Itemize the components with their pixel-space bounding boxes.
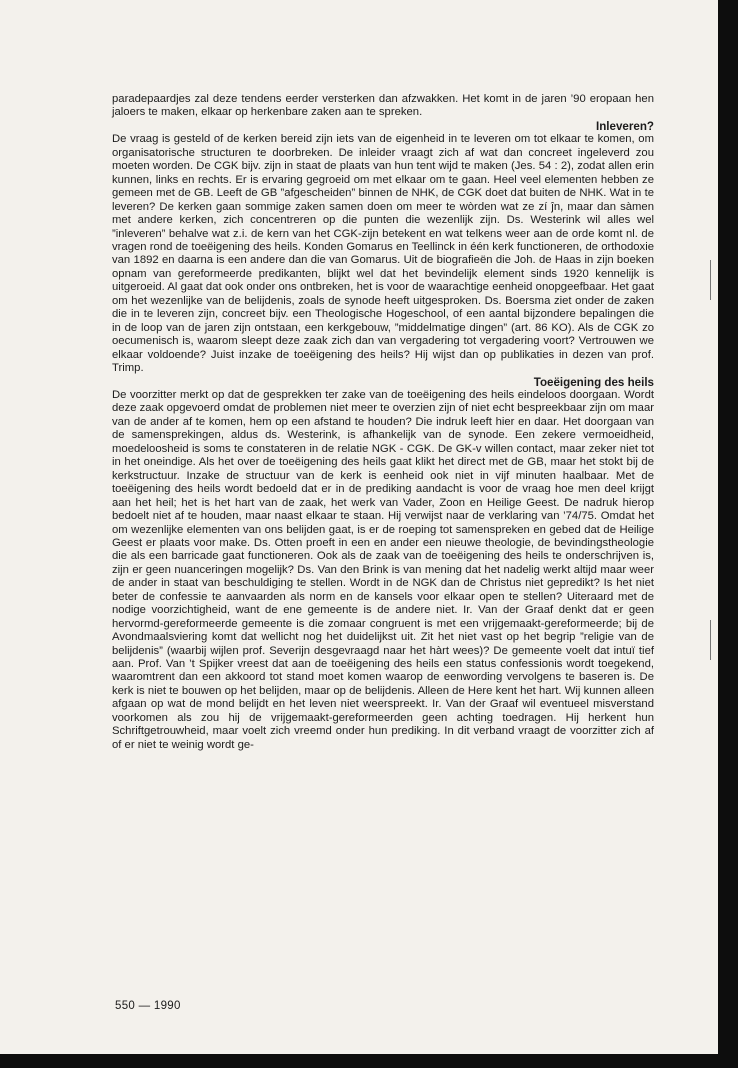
text-column — [112, 93, 654, 752]
section-heading-inleveren: Inleveren? — [596, 119, 654, 133]
margin-mark — [710, 260, 711, 300]
section-body-toeeigening: De voorzitter merkt op dat de gesprekken ter zake van de toeëigening des heils eindeloos doorgaan. Wordt deze zaak opgevoerd omdat de problemen niet meer te overzien zijn of niet echt bespreekbaar zijn om maar van de ander af te komen, hem op een afstand te houden? Die indruk leeft hier en daar. Het doorgaan van de samensprekingen, aldus ds. Westerink, is afhankelijk van de synode. Een zekere vermoeidheid, moedeloosheid is soms te constateren in de relatie NGK - CGK. De GK-v willen contact, maar zeker niet tot in het oneindige. Als het over de toeëigening des heils gaat klikt het direct met de GB, maar het stokt bij de kerkstructuur. Inzake de structuur van de kerk is eenheid ook niet in vijf minuten haalbaar. Met de toeëigening des heils wordt bedoeld dat er in de prediking aandacht is voor de vraag hoe men deel krijgt aan het heil; het is het hart van de zaak, het werk van Vader, Zoon en Heilige Geest. De nadruk hierop bedoelt niet af te houden, maar naast elkaar te staan. Hij verwijst naar de verklaring van ’74/75. Omdat het om wezenlijke elementen van ons belijden gaat, is er de roeping tot samenspreken en gebed dat de Heilige Geest er plaats voor make. Ds. Otten proeft in een en ander een nieuwe theologie, de bevindingstheologie die als een barricade gaat functioneren. Ook als de zaak van de toeëigening des heils te onderschrijven is, zijn er geen nuanceringen mogelijk? Ds. Van den Brink is van mening dat het nadelig werkt altijd maar weer de ander in staat van beschuldiging te stellen. Wordt in de NGK dan de Christus niet gepredikt? Is het niet beter de confessie te aanvaarden als norm en de kansels voor elkaar open te stellen? Uiteraard met de nodige voorzichtigheid, want de ene gemeente is de andere niet. Ir. Van der Graaf denkt dat er geen hervormd-gereformeerde gemeente is die zomaar congruent is met een vrijgemaakt-gereformeerde; bij de Avondmaalsviering komt dat wellicht nog het duidelijkst uit. Zit het niet vast op het begrip ”religie van de belijdenis” (waarbij wijlen prof. Severijn desgevraagd naar het hàrt wees)? De gemeente voelt dat intuï tief aan. Prof. Van ’t Spijker vreest dat aan de toeëigening des heils een status confessionis wordt toegekend, waaromtrent dan een akkoord tot stand moet komen waarop de eenwording vervolgens te baseren is. De kerk is niet te bouwen op het belijden, maar op de belijdenis. Alleen de Here kent het hart. Wij kunnen alleen afgaan op wat de mond belijdt en het leven niet weerspreekt. Ir. Van der Graaf wil eventueel misverstand voorkomen als zou hij de vrijgemaakt-gereformeerden geen achting toedragen. Hij herkent hun Schriftgetrouwheid, maar voelt zich vreemd onder hun prediking. In dit verband vraagt de voorzitter zich af of er niet te weinig wordt ge- — [112, 388, 654, 751]
scan-edge-bottom — [0, 1054, 738, 1068]
scan-edge-right — [718, 0, 738, 1068]
intro-paragraph: paradepaardjes zal deze tendens eerder versterken dan afzwakken. Het komt in de jaren ’90 eropaan hen jaloers te maken, elkaar op herkenbare zaken aan te spreken. — [112, 93, 654, 119]
margin-mark — [710, 620, 711, 660]
page-folio: 550 — 1990 — [115, 1000, 181, 1012]
section-heading-toeeigening: Toeëigening des heils — [533, 375, 654, 389]
section-body-inleveren: De vraag is gesteld of de kerken bereid zijn iets van de eigenheid in te leveren om tot elkaar te komen, om organisatorische structuren te doorbreken. De inleider vraagt zich af wat dan concreet ingeleverd zou moeten worden. De CGK bijv. zijn in staat de plaats van hun tent wijd te maken (Jes. 54 : 2), zodat allen erin kunnen, links en rechts. Er is ervaring gegroeid om met elkaar om te gaan. Heel veel elementen hebben ze gemeen met de GB. Leeft de GB ”afgescheiden” binnen de NHK, de CGK doet dat buiten de NHK. Wat in te leveren? De kerken gaan sommige zaken samen doen om meer te wòrden wat ze zí ĵn, maar dan sàmen met andere kerken, zich concentreren op die punten die wezenlijk zijn. Ds. Westerink wil alles wel ”inleveren” behalve wat z.i. de kern van het CGK-zijn betekent en wat telkens weer aan de orde komt nl. de vragen rond de toeëigening des heils. Konden Gomarus en Teellinck in één kerk functioneren, de orthodoxie van 1892 en daarna is een andere dan die van Gomarus. Uit de biografieën die Joh. de Haas in zijn boeken opnam van gereformeerde predikanten, blijkt wel dat het bevindelijk element sinds 1920 kennelijk is uitgeroeid. Al gaat dat ook onder ons ontbreken, het is voor de waarachtige eenheid onopgeefbaar. Het gaat om het wezenlijke van de belijdenis, zoals de synode heeft uitgesproken. Ds. Boersma ziet onder de zaken die in te leveren zijn, concreet bijv. een Theologische Hogeschool, of een aantal bijzondere bepalingen die in de loop van de jaren zijn ontstaan, een kerkgebouw, ”middelmatige dingen” (art. 86 KO). Als de CGK zo oecumenisch is, waarom sleept deze zaak zich dan van vergadering tot vergadering voort? Vertrouwen we elkaar voldoende? Juist inzake de toeëigening des heils? Hij wijst dan op publikaties in dezen van prof. Trimp. — [112, 133, 654, 375]
